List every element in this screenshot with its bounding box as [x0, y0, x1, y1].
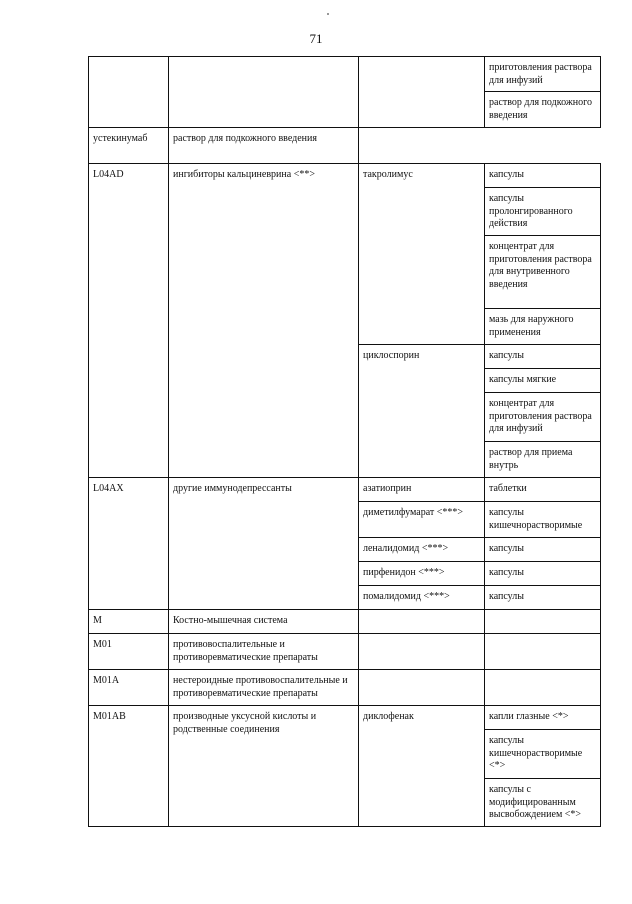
- atc-code-cell: [89, 57, 169, 128]
- drug-name-cell: [359, 610, 485, 634]
- drug-name-cell: пирфенидон <***>: [359, 562, 485, 586]
- dosage-form-cell: мазь для наружного применения: [485, 309, 601, 345]
- dosage-form-cell: капсулы мягкие: [485, 369, 601, 393]
- drug-name-cell: диметилфумарат <***>: [359, 502, 485, 538]
- dosage-form-cell: раствор для приема внутрь: [485, 442, 601, 478]
- page-number: 71: [309, 31, 323, 46]
- group-name-cell: другие иммунодепрессанты: [169, 478, 359, 610]
- dosage-form-cell: приготовления раствора для инфузий: [485, 57, 601, 92]
- scan-speck: [327, 13, 329, 15]
- table-row: [89, 128, 601, 164]
- dosage-form-cell: раствор для подкожного введения: [169, 128, 359, 164]
- dosage-form-cell: капсулы: [485, 562, 601, 586]
- dosage-form-cell: [485, 670, 601, 706]
- table-row: [89, 478, 601, 502]
- group-name-cell: производные уксусной кислоты и родственные соединения: [169, 706, 359, 827]
- atc-code-cell: M01A: [89, 670, 169, 706]
- atc-code-cell: L04AX: [89, 478, 169, 610]
- drug-name-cell: азатиоприн: [359, 478, 485, 502]
- table-row: [89, 57, 601, 92]
- drug-name-cell: [359, 57, 485, 128]
- group-name-cell: нестероидные противовоспалительные и противоревматические препараты: [169, 670, 359, 706]
- dosage-form-cell: капсулы: [485, 538, 601, 562]
- dosage-form-cell: раствор для подкожного введения: [485, 92, 601, 128]
- dosage-form-cell: капсулы кишечнорастворимые <*>: [485, 730, 601, 779]
- dosage-form-cell: капсулы: [485, 345, 601, 369]
- atc-code-cell: L04AD: [89, 164, 169, 478]
- table-row: [89, 164, 601, 188]
- drug-name-cell: [359, 670, 485, 706]
- group-name-cell: Костно-мышечная система: [169, 610, 359, 634]
- drug-name-cell: устекинумаб: [89, 128, 169, 164]
- drug-name-cell: помалидомид <***>: [359, 586, 485, 610]
- table-row: [89, 634, 601, 670]
- drug-name-cell: [359, 634, 485, 670]
- atc-code-cell: M01AB: [89, 706, 169, 827]
- table-row: [89, 670, 601, 706]
- table-row: [89, 610, 601, 634]
- table-row: [89, 706, 601, 730]
- dosage-form-cell: таблетки: [485, 478, 601, 502]
- dosage-form-cell: [485, 634, 601, 670]
- dosage-form-cell: капсулы: [485, 586, 601, 610]
- drug-name-cell: диклофенак: [359, 706, 485, 827]
- atc-code-cell: M01: [89, 634, 169, 670]
- drug-name-cell: циклоспорин: [359, 345, 485, 478]
- dosage-form-cell: капли глазные <*>: [485, 706, 601, 730]
- dosage-form-cell: концентрат для приготовления раствора для инфузий: [485, 393, 601, 442]
- dosage-form-cell: капсулы: [485, 164, 601, 188]
- dosage-form-cell: капсулы пролонгированного действия: [485, 188, 601, 236]
- drug-name-cell: такролимус: [359, 164, 485, 345]
- group-name-cell: противовоспалительные и противоревматические препараты: [169, 634, 359, 670]
- dosage-form-cell: капсулы с модифицированным высвобождением <*>: [485, 779, 601, 827]
- dosage-form-cell: [485, 610, 601, 634]
- dosage-form-cell: концентрат для приготовления раствора для внутривенного введения: [485, 236, 601, 309]
- atc-code-cell: M: [89, 610, 169, 634]
- drug-name-cell: леналидомид <***>: [359, 538, 485, 562]
- drug-table: [88, 56, 601, 827]
- group-name-cell: [169, 57, 359, 128]
- dosage-form-cell: капсулы кишечнорастворимые: [485, 502, 601, 538]
- group-name-cell: ингибиторы кальциневрина <**>: [169, 164, 359, 478]
